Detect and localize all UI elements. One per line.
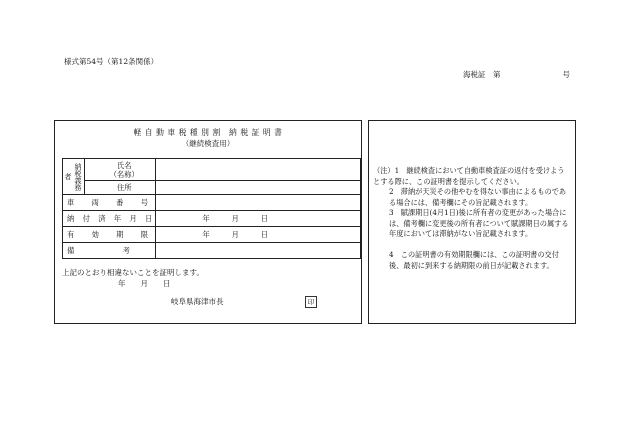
table-row: [63, 211, 361, 227]
table-row: [63, 195, 361, 211]
expiry-field: 年 月 日: [156, 227, 361, 243]
certification-statement: 上記のとおり相違ないことを証明します。: [62, 268, 204, 277]
expiry-label: 有 効 期 限: [63, 227, 156, 243]
name-label-cell: [85, 159, 156, 181]
name-field: [156, 159, 361, 181]
certificate-table: [62, 158, 361, 259]
address-label-cell: [85, 181, 156, 195]
table-row: [63, 227, 361, 243]
cert-number-suffix: 号: [562, 70, 570, 79]
table-row: [63, 243, 361, 259]
cert-number-prefix: 海税証 第: [463, 70, 501, 79]
payment-date-label: 納 付 済 年 月 日: [63, 211, 156, 227]
name-label: 氏名: [116, 160, 132, 170]
issuer-name: 岐阜県海津市長: [171, 297, 224, 306]
vehicle-number-field: [156, 195, 361, 211]
payment-date-field: 年 月 日: [156, 211, 361, 227]
certificate-subtitle: （継続検査用）: [181, 139, 235, 148]
certification-date: 年 月 日: [118, 279, 171, 288]
remarks-label: 備 考: [63, 243, 156, 259]
name-sub-label: （名称）: [109, 169, 139, 179]
form-number: 様式第54号（第12条関係）: [64, 57, 159, 66]
vehicle-number-label: 車 両 番 号: [63, 195, 156, 211]
taxpayer-cell: [63, 159, 85, 195]
address-field: [156, 181, 361, 195]
note-item-1: （注）1 継続検査において自動車検査証の返付を受けようとする際に、この証明書を提示してください。: [373, 166, 565, 186]
note-item-2: 2 滞納が天災その他やむを得ない事由によるものである場合には、備考欄にその旨記載されます。: [389, 187, 567, 207]
remarks-field: [156, 243, 361, 259]
certificate-number: [463, 71, 570, 79]
notes-panel: [368, 120, 576, 324]
address-label: 住所: [116, 182, 132, 192]
seal-mark: 印: [305, 296, 317, 308]
tax-certificate-panel: [54, 120, 362, 324]
certificate-title: 軽 自 動 車 税 種 別 割 納 税 証 明 書: [133, 128, 283, 137]
taxpayer-label: 納税義務者: [64, 162, 82, 191]
note-item-3: 3 賦課期日(4月1日)後に所有者の変更があった場合には、備考欄に変更後の所有者について賦課期日の属する年度においては滞納がない旨記載されます。: [389, 208, 569, 238]
note-item-4: 4 この証明書の有効期限欄には、この証明書の交付後、最初に到来する納期限の前日が記載されます。: [389, 250, 559, 270]
